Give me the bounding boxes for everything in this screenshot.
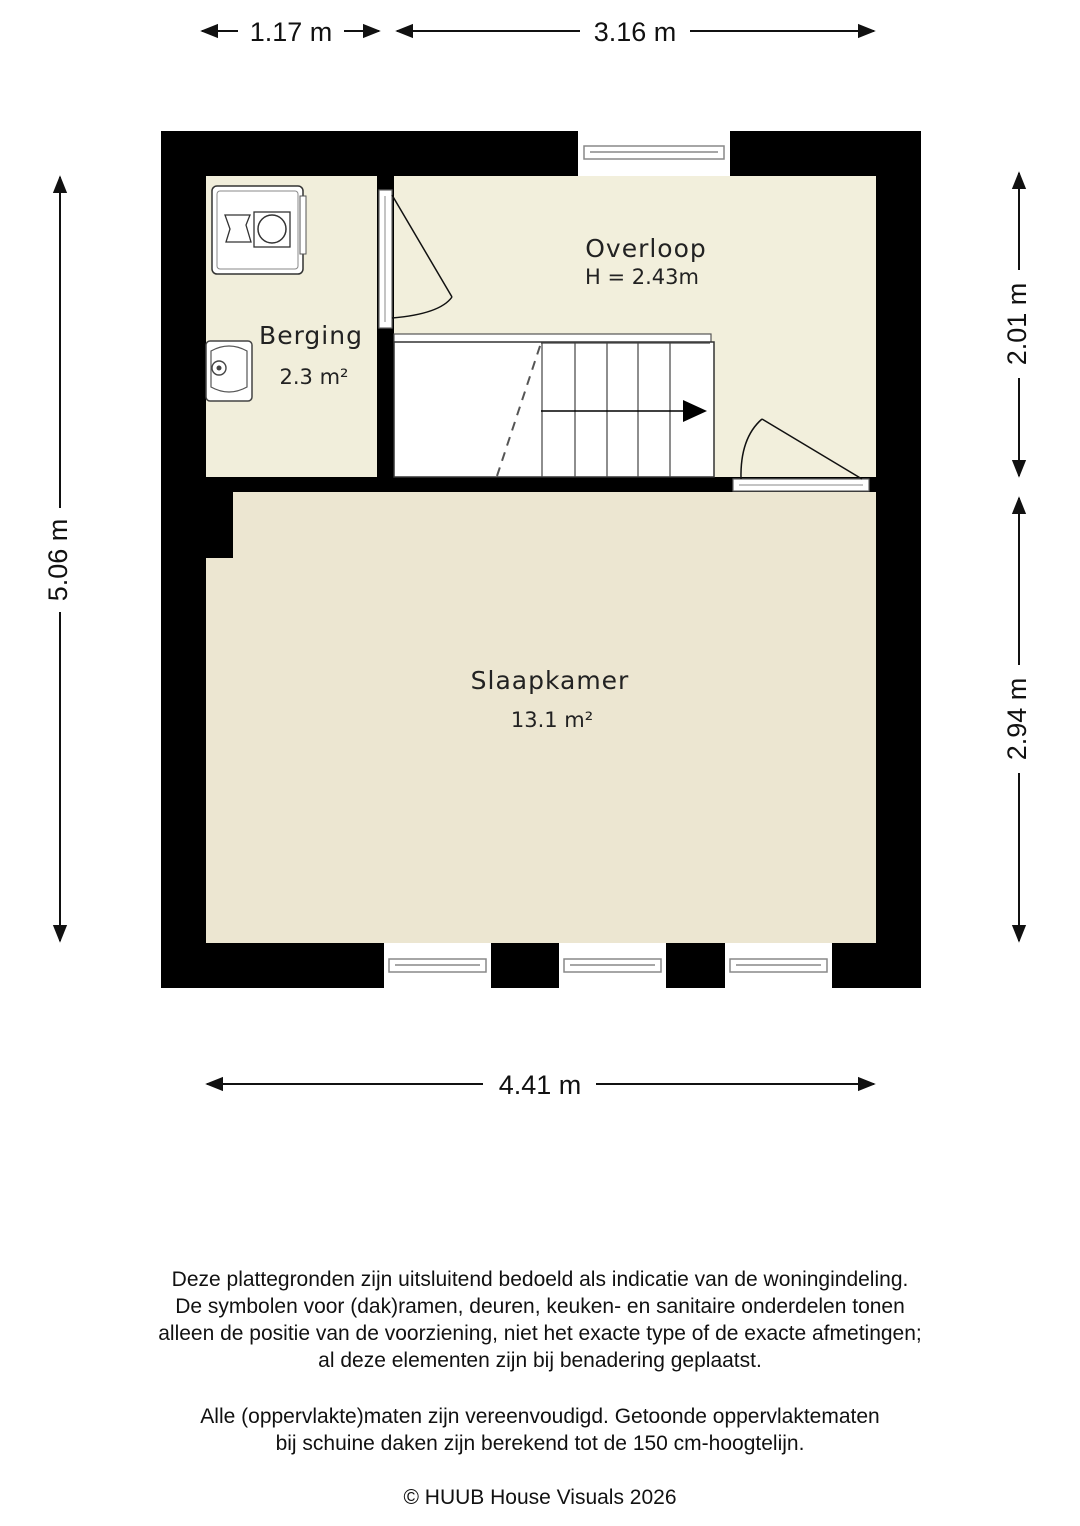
room-area-slaapkamer: 13.1 m² [510,708,594,732]
dimension-label-top-left: 1.17 m [249,17,333,47]
disclaimer-line: bij schuine daken zijn berekend tot de 150 cm-hoogtelijn. [275,1432,805,1455]
window-top [578,131,730,176]
dimension-label-right-top: 2.01 m [1002,282,1033,366]
disclaimer-line: al deze elementen zijn bij benadering geplaatst. [318,1349,762,1372]
disclaimer-line: alleen de positie van de voorziening, niet het exacte type of de exacte afmetingen; [158,1322,922,1345]
dimension-bottom [207,1070,874,1100]
disclaimer-line: Deze plattegronden zijn uitsluitend bedoeld als indicatie van de woningindeling. [171,1268,909,1291]
copyright-notice: © HUUB House Visuals 2026 [403,1486,677,1509]
dimension-label-right-bottom: 2.94 m [1002,677,1033,761]
staircase [394,334,714,477]
dimension-top-right [397,17,874,47]
disclaimer-paragraph-1 [0,1266,1080,1374]
room-height-overloop: H = 2.43m [585,265,699,289]
room-name-overloop: Overloop [585,234,707,263]
disclaimer-paragraph-2 [0,1403,1080,1457]
dimension-label-top-right: 3.16 m [593,17,677,47]
dimension-right-top [1002,173,1032,476]
boiler-icon [206,341,252,401]
dimension-left [43,177,73,941]
dimension-label-left: 5.06 m [43,518,74,602]
room-name-slaapkamer: Slaapkamer [470,666,630,695]
window-bottom-3 [725,943,832,988]
window-bottom-1 [384,943,491,988]
disclaimer-line: De symbolen voor (dak)ramen, deuren, keuken- en sanitaire onderdelen tonen [175,1295,905,1318]
room-name-berging: Berging [259,321,363,350]
chimney-block [206,492,233,558]
dimension-top-left [202,17,379,47]
washing-machine-icon [212,186,306,274]
window-bottom-2 [559,943,666,988]
room-area-berging: 2.3 m² [279,365,349,389]
dimension-label-bottom: 4.41 m [498,1070,582,1100]
disclaimer-line: Alle (oppervlakte)maten zijn vereenvoudigd. Getoonde oppervlaktematen [200,1405,880,1428]
dimension-right-bottom [1002,498,1032,941]
